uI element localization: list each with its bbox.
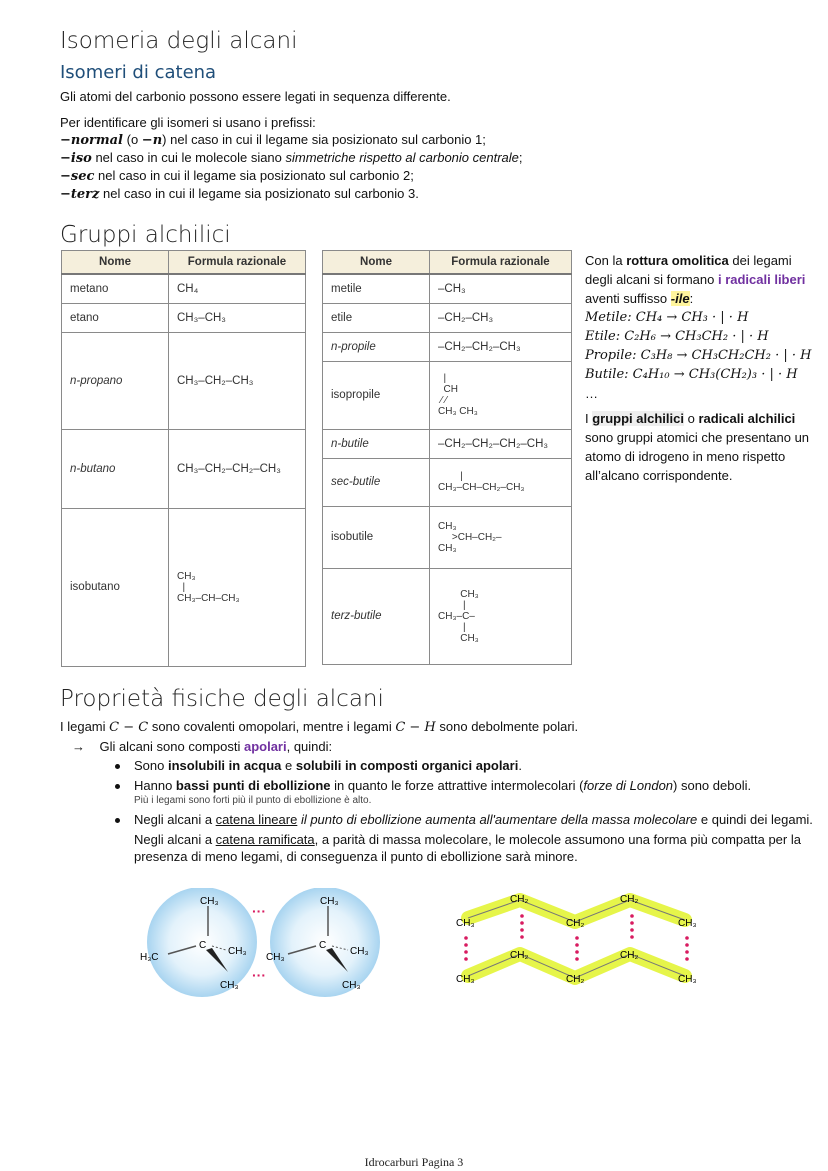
- list-item: Sono insolubili in acqua e solubili in composti organici apolari.: [134, 757, 814, 774]
- svg-text:CH₃: CH₃: [678, 974, 697, 985]
- svg-text:CH₂: CH₂: [510, 950, 529, 961]
- prefix-normal: −normal (o −n) nel caso in cui il legame sia posizionato sul carbonio 1;: [60, 132, 486, 148]
- alkane-table: [61, 250, 306, 667]
- prefix-intro: Per identificare gli isomeri si usano i prefissi:: [60, 115, 316, 130]
- arrow-icon: →: [72, 739, 85, 754]
- label-c: C: [319, 940, 327, 951]
- physics-title: Proprietà fisiche degli alcani: [60, 686, 384, 712]
- table-row: isopropile | CH ⁄ ⁄ CH₃ CH₃: [323, 361, 572, 429]
- table-row: isobutile CH₃ >CH–CH₂– CH₃: [323, 506, 572, 568]
- alkyl-table: [322, 250, 572, 665]
- svg-text:CH₂: CH₂: [510, 894, 529, 905]
- list-item: Negli alcani a catena lineare il punto di ebollizione aumenta all'aumentare della massa molecolare e quindi dei legami. Negli alcani a catena ramificata, a parità di massa molecolare, le molecole assumono una forma più compatta per la presenza di meno legami, di conseguenza il punto di ebollizione sarà minore.: [134, 811, 814, 865]
- table-row: etano CH₃–CH₃: [62, 303, 306, 332]
- reaction-etile: Etile: C₂H₆ → CH₃CH₂ · | · H: [585, 329, 769, 344]
- table-row: n-butile –CH₂–CH₂–CH₂–CH₃: [323, 429, 572, 458]
- label-ch3: CH₃: [342, 980, 361, 991]
- svg-text:CH₂: CH₂: [566, 918, 585, 929]
- boiling-note: Più i legami sono forti più il punto di ebollizione è alto.: [134, 795, 372, 806]
- prefix-list: [60, 131, 800, 203]
- table-header: Nome: [323, 251, 430, 275]
- molecules-diagram: [130, 888, 720, 998]
- table-row: n-butano CH₃–CH₂–CH₂–CH₃: [62, 429, 306, 508]
- table-row: terz-butile CH₃ | CH₃–C– | CH₃: [323, 568, 572, 664]
- table-header: Formula razionale: [430, 251, 572, 275]
- groups-title: Gruppi alchilici: [60, 222, 231, 248]
- label-c: C: [199, 940, 207, 951]
- page-title: Isomeria degli alcani: [60, 28, 298, 54]
- svg-text:CH₃: CH₃: [678, 918, 697, 929]
- prefix-terz: −terz nel caso in cui il legame sia posizionato sul carbonio 3.: [60, 186, 419, 202]
- side-alkyl-text: I gruppi alchilici o radicali alchilici sono gruppi atomici che presentano un atomo di idrogeno in meno rispetto all’alcano corrispondente.: [585, 411, 810, 483]
- list-item: Hanno bassi punti di ebollizione in quanto le forze attrattive intermolecolari (forze di London) sono deboli. Più i legami sono forti più il punto di ebollizione è alto.: [134, 777, 814, 808]
- svg-text:CH₂: CH₂: [566, 974, 585, 985]
- london-dots: ···: [252, 967, 266, 983]
- linear-chain-bottom: [456, 950, 697, 985]
- intro-text: Gli atomi del carbonio possono essere legati in sequenza differente.: [60, 89, 451, 104]
- table-row: metano CH₄: [62, 274, 306, 303]
- label-ch3: CH₃: [228, 946, 247, 957]
- side-radicals-text: Con la rottura omolitica dei legami degli alcani si formano i radicali liberi aventi suffisso -ile: Metile: CH₄ → CH₃ · | · H Etile: C₂H₆ → CH₃CH₂ · | · H Propile: C₃H₈ → CH₃CH₂CH₂ · | · H Butile: C₄H₁₀ → CH₃(CH₂)₃ · | · H …: [585, 251, 817, 403]
- table-header: Formula razionale: [169, 251, 306, 275]
- svg-text:CH₃: CH₃: [456, 918, 475, 929]
- branched-text: Negli alcani a catena ramificata, a parità di massa molecolare, le molecole assumono una forma più compatta per la presenza di meno legami, di conseguenza il punto di ebollizione sarà minore.: [134, 832, 801, 864]
- branched-molecule-1: [140, 888, 257, 997]
- reaction-propile: Propile: C₃H₈ → CH₃CH₂CH₂ · | · H: [585, 348, 812, 363]
- table-row: etile –CH₂–CH₃: [323, 303, 572, 332]
- physics-line1: I legami C − C sono covalenti omopolari, mentre i legami C − H sono debolmente polari.: [60, 719, 579, 735]
- branched-molecule-2: [266, 888, 380, 997]
- reaction-butile: Butile: C₄H₁₀ → CH₃(CH₂)₃ · | · H: [585, 367, 798, 382]
- physics-arrow-line: → Gli alcani sono composti apolari, quindi:: [72, 739, 333, 754]
- table-row: sec-butile | CH₃–CH–CH₂–CH₃: [323, 458, 572, 506]
- prefix-sec: −sec nel caso in cui il legame sia posizionato sul carbonio 2;: [60, 168, 414, 184]
- label-h3c: H₃C: [140, 952, 159, 963]
- svg-text:CH₃: CH₃: [456, 974, 475, 985]
- ellipsis: …: [585, 386, 598, 401]
- svg-text:CH₂: CH₂: [620, 894, 639, 905]
- prefix-iso: −iso nel caso in cui le molecole siano simmetriche rispetto al carbonio centrale;: [60, 150, 523, 166]
- london-dots: ···: [252, 903, 266, 919]
- svg-text:CH₂: CH₂: [620, 950, 639, 961]
- table-row: n-propano CH₃–CH₂–CH₃: [62, 332, 306, 429]
- label-ch3: CH₃: [350, 946, 369, 957]
- label-ch3: CH₃: [220, 980, 239, 991]
- physics-bullets: [134, 757, 814, 865]
- table-row: metile –CH₃: [323, 274, 572, 303]
- table-header: Nome: [62, 251, 169, 275]
- linear-chain-top: [456, 894, 697, 929]
- reaction-metile: Metile: CH₄ → CH₃ · | · H: [585, 310, 749, 325]
- section-subtitle: Isomeri di catena: [60, 62, 217, 83]
- label-ch3: CH₃: [320, 896, 339, 907]
- table-row: n-propile –CH₂–CH₂–CH₃: [323, 332, 572, 361]
- label-ch3: CH₃: [200, 896, 219, 907]
- page-footer: Idrocarburi Pagina 3: [364, 1155, 464, 1169]
- table-row: isobutano CH₃ | CH₃–CH–CH₃: [62, 508, 306, 666]
- label-ch3: CH₃: [266, 952, 285, 963]
